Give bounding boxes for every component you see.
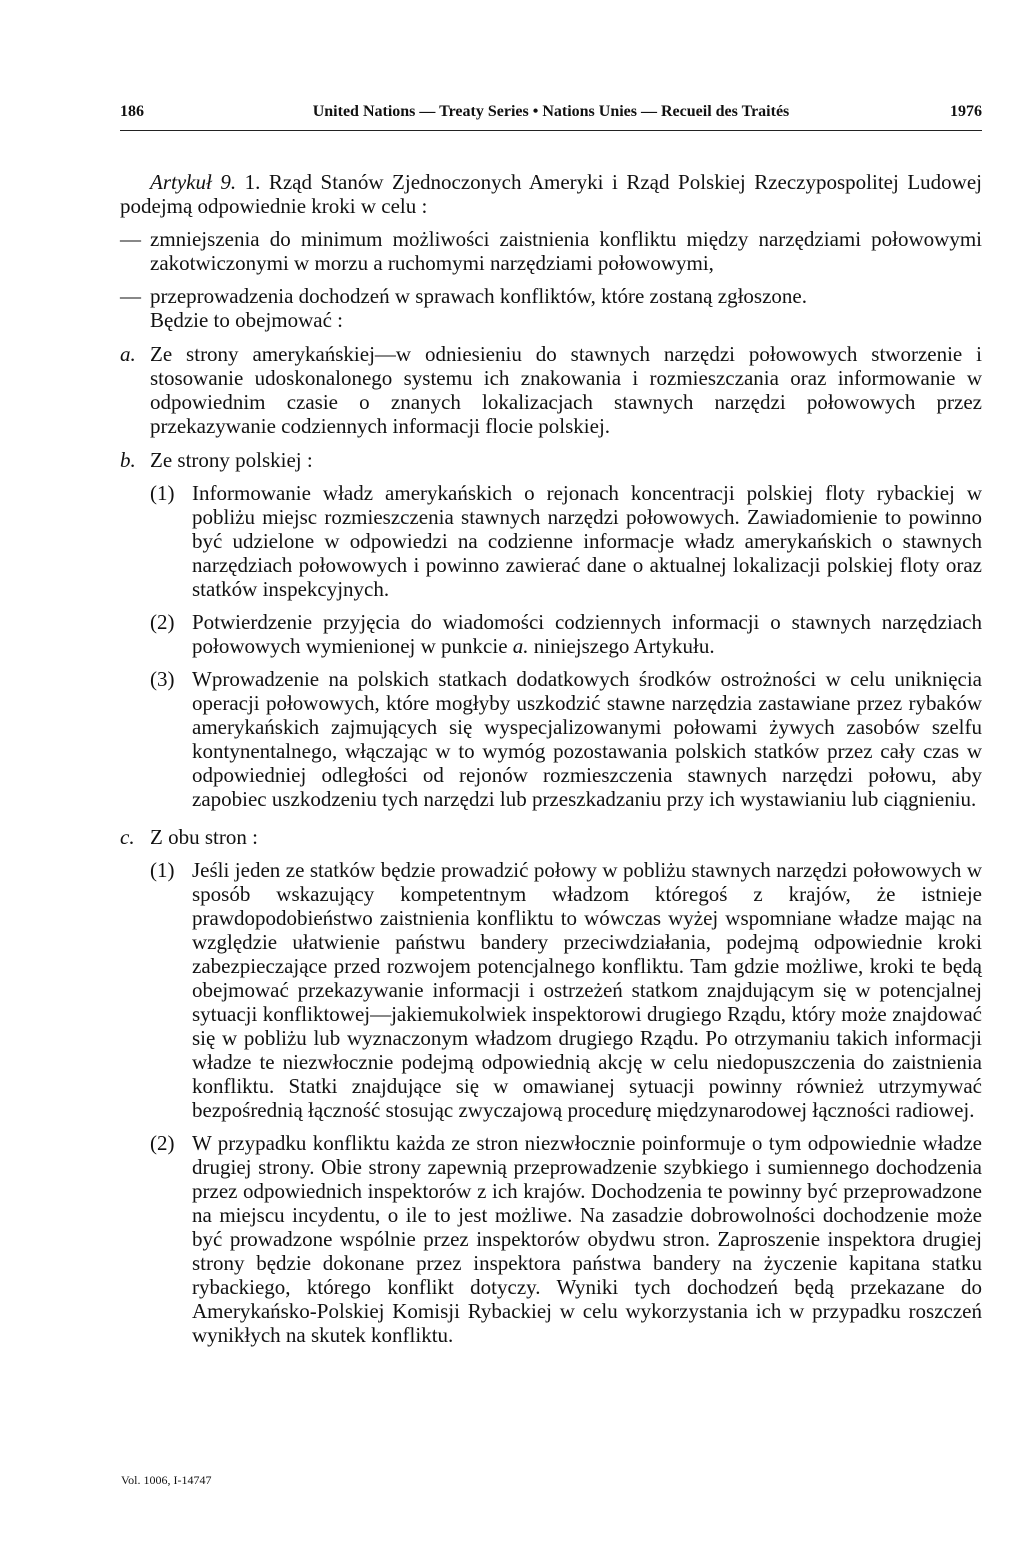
subitem-text: Wprowadzenie na polskich statkach dodatkowych środków ostrożności w celu uniknięcia operacji połowowych, które mogłyby uszkodzić stawne narzędzia zastawiane przez rybaków amerykańskich zajmujących się wyspecjalizowanymi połowami żywych zasobów szelfu kontynentalnego, włączając w to wymóg pozostawania polskich statków przez cały czas w odpowiedniej odległości od rejonów rozmieszczenia stawnych narzędzi połowu, aby zapobiec uszkodzeniu tych narzędzi lub przeszkadzaniu przy ich wystawianiu lub ciągnieniu. xyxy=(192,667,982,811)
subitem-text-part: niniejszego Artykułu. xyxy=(528,634,715,658)
subitem-number: (3) xyxy=(150,667,175,691)
header-year: 1976 xyxy=(950,103,982,120)
item-c xyxy=(120,825,982,849)
dash-item xyxy=(120,227,982,275)
dash-item xyxy=(120,284,982,308)
item-c-text: Z obu stron : xyxy=(150,825,258,849)
subitem xyxy=(120,610,982,658)
header-rule xyxy=(120,130,982,131)
subitem xyxy=(120,667,982,811)
item-c-label: c. xyxy=(120,825,135,849)
subitem xyxy=(120,1131,982,1347)
volume-footer: Vol. 1006, I-14747 xyxy=(121,1473,212,1487)
dash-item-text: zmniejszenia do minimum możliwości zaistnienia konfliktu między narzędziami połowowymi zakotwiczonymi w morzu a ruchomymi narzędziami połowowymi, xyxy=(150,227,982,275)
subitem-text: W przypadku konfliktu każda ze stron niezwłocznie poinformuje o tym odpowiednie władze drugiej strony. Obie strony zapewnią przeprowadzenie szybkiego i sumiennego dochodzenia przez odpowiednich inspektorów z ich krajów. Dochodzenia te powinny być przeprowadzone na miejscu incydentu, o ile to jest możliwe. Na zasadzie dobrowolności dochodzenie może być prowadzone wspólnie przez inspektorów obydwu stron. Zaproszenie inspektora drugiej strony będzie dokonane przez inspektora państwa bandery na życzenie kapitana statku rybackiego, którego konflikt dotyczy. Wyniki tych dochodzeń będą przekazane do Amerykańsko-Polskiej Komisji Rybackiej w celu wykorzystania ich w przypadku roszczeń wynikłych na skutek konfliktu. xyxy=(192,1131,982,1347)
series-title: United Nations — Treaty Series • Nations Unies — Recueil des Traités xyxy=(312,103,790,120)
page-number: 186 xyxy=(120,103,144,120)
subitem-number: (1) xyxy=(150,481,175,505)
item-b-label: b. xyxy=(120,448,136,472)
subitem-text-part: Potwierdzenie przyjęcia do wiadomości codziennych informacji o stawnych narzędziach połowowych wymienionej w punkcie xyxy=(192,610,982,658)
article-intro-text: 1. Rząd Stanów Zjednoczonych Ameryki i Rząd Polskiej Rzeczypospolitej Ludowej podejmą odpowiednie kroki w celu : xyxy=(120,170,982,218)
item-b xyxy=(120,448,982,472)
subitem-text: Jeśli jeden ze statków będzie prowadzić połowy w pobliżu stawnych narzędzi połowowych w sposób wskazujący kompetentnym władzom któregoś z krajów, że istnieje prawdopodobieństwo zaistnienia konfliktu to wówczas wyżej wspomniane władze mając na względzie ułatwienie państwu bandery przeciwdziałania, podejmą odpowiednie kroki zabezpieczające przed rozwojem potencjalnego konfliktu. Tam gdzie możliwe, kroki te będą obejmować przekazywanie informacji i ostrzeżeń statkom znajdującym się w potencjalnej sytuacji konfliktowej—jakiemukolwiek inspektorowi drugiego Rządu, który może znajdować się w pobliżu lub wyznaczonym władzom drugiego Rządu. Po otrzymaniu takich informacji władze te niezwłocznie podejmą odpowiednią akcję w celu niedopuszczenia do zaistnienia konfliktu. Statki znajdujące się w omawianej sytuacji powinny również utrzymywać bezpośrednią łączność stosując zwyczajową procedurę międzynarodowej łączności radiowej. xyxy=(192,858,982,1122)
item-a-label: a. xyxy=(120,342,136,366)
item-a-text: Ze strony amerykańskiej—w odniesieniu do stawnych narzędzi połowowych stworzenie i stosowanie udoskonalonego systemu ich znakowania i rozmieszczania oraz informowanie w odpowiednim czasie o znanych lokalizacjach stawnych narzędzi połowowych przez przekazywanie codziennych informacji flocie polskiej. xyxy=(150,342,982,438)
em-dash-mark: — xyxy=(120,227,141,251)
article-label: Artykuł 9. xyxy=(150,170,237,194)
article-intro xyxy=(120,170,982,218)
subitem xyxy=(120,858,982,1122)
subitem xyxy=(120,481,982,601)
running-header xyxy=(120,103,982,121)
dash-item-text: przeprowadzenia dochodzeń w sprawach konfliktów, które zostaną zgłoszone. xyxy=(150,284,807,308)
subitem-reference: a. xyxy=(512,634,529,658)
subitem-text: Informowanie władz amerykańskich o rejonach koncentracji polskiej floty rybackiej w pobliżu miejsc rozmieszczenia stawnych narzędzi połowowych. Zawiadomienie to powinno być udzielone w odpowiedzi na codzienne informacje władz amerykańskich o stawnych narzędziach połowowych i powinno zawierać dane o aktualnej lokalizacji polskiej floty oraz statków inspekcyjnych. xyxy=(192,481,982,601)
subitem-number: (2) xyxy=(150,610,175,634)
subitem-number: (2) xyxy=(150,1131,175,1155)
subitem-text xyxy=(192,610,982,658)
em-dash-mark: — xyxy=(120,284,141,308)
article-body xyxy=(120,170,982,1347)
subitem-number: (1) xyxy=(150,858,175,882)
lead-text: Będzie to obejmować : xyxy=(150,308,344,332)
item-a xyxy=(120,342,982,438)
item-b-text: Ze strony polskiej : xyxy=(150,448,313,472)
